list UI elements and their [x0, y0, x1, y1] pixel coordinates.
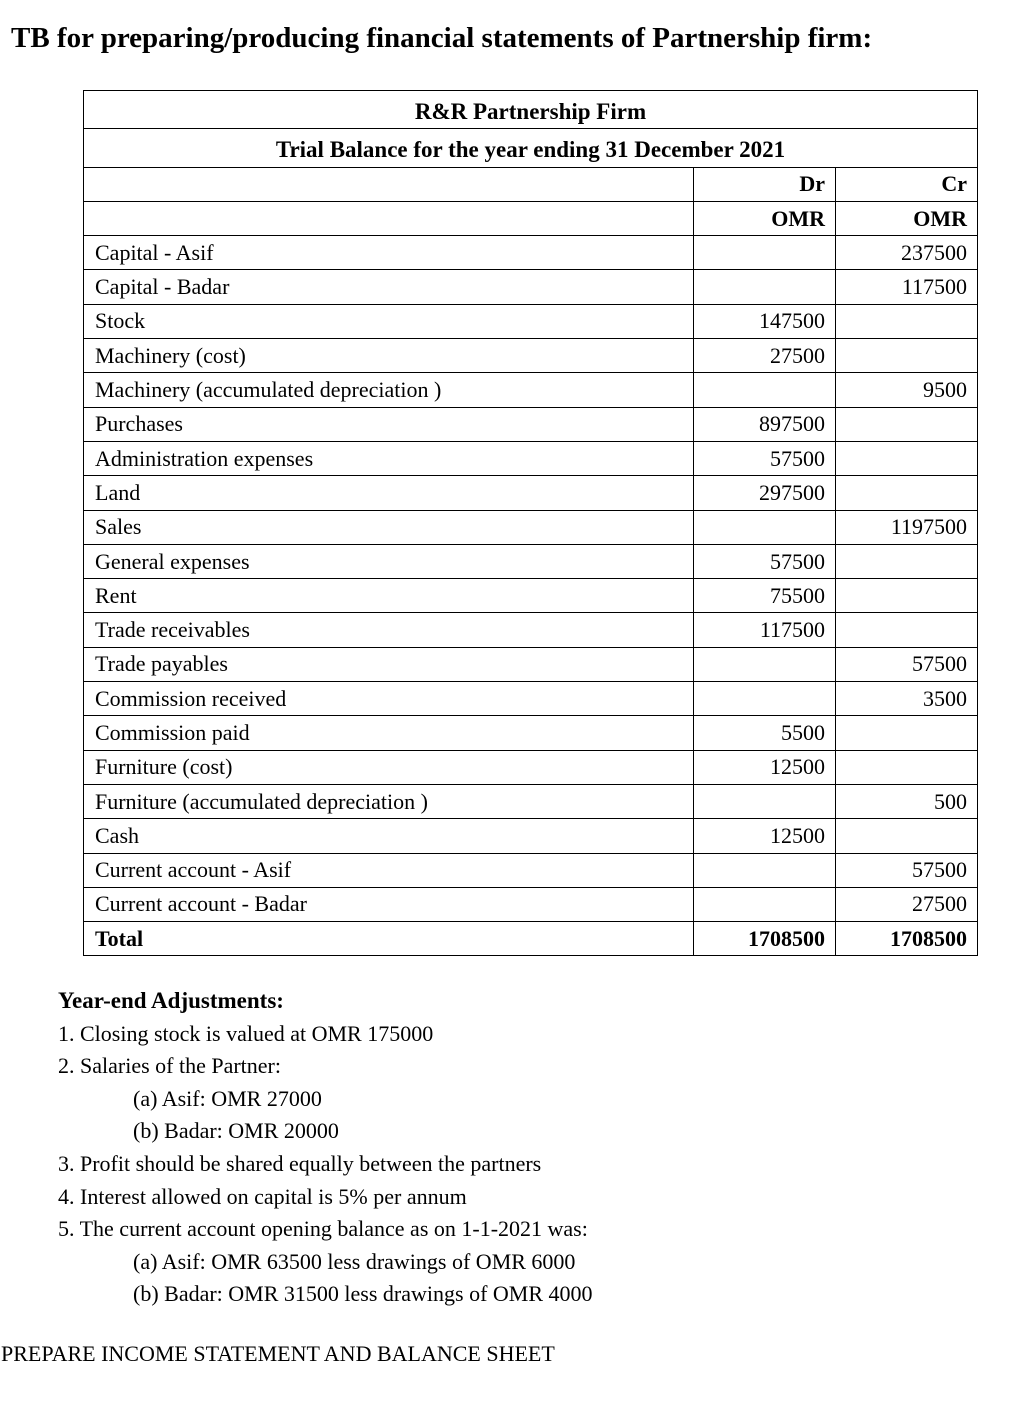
debit-amount [694, 887, 836, 921]
table-row [84, 373, 978, 407]
table-row [84, 236, 978, 270]
adjustment-line: (a) Asif: OMR 63500 less drawings of OMR 6000 [133, 1248, 576, 1274]
adjustment-line: 3. Profit should be shared equally between the partners [58, 1150, 542, 1176]
total-credit: 1708500 [836, 922, 978, 956]
table-row [84, 647, 978, 681]
credit-amount: 3500 [836, 682, 978, 716]
table-row [84, 339, 978, 373]
total-row [84, 922, 978, 956]
currency-header-row [84, 201, 978, 235]
account-name: Land [84, 476, 694, 510]
credit-amount: 237500 [836, 236, 978, 270]
account-name: Trade receivables [84, 613, 694, 647]
adjustments-list [58, 1018, 593, 1311]
credit-amount [836, 407, 978, 441]
credit-amount [836, 441, 978, 475]
debit-amount [694, 682, 836, 716]
table-row [84, 716, 978, 750]
credit-amount [836, 613, 978, 647]
adjustment-line: (b) Badar: OMR 31500 less drawings of OMR 4000 [133, 1281, 593, 1307]
cr-header: Cr [836, 167, 978, 201]
debit-amount: 897500 [694, 407, 836, 441]
table-row [84, 579, 978, 613]
column-header-row [84, 167, 978, 201]
credit-amount [836, 339, 978, 373]
debit-amount: 297500 [694, 476, 836, 510]
table-row [84, 270, 978, 304]
credit-amount [836, 476, 978, 510]
account-name: Furniture (accumulated depreciation ) [84, 784, 694, 818]
trial-balance-subtitle: Trial Balance for the year ending 31 December 2021 [84, 129, 978, 167]
firm-name: R&R Partnership Firm [84, 91, 978, 129]
debit-amount: 75500 [694, 579, 836, 613]
debit-amount [694, 647, 836, 681]
table-row [84, 887, 978, 921]
adjustment-line: 5. The current account opening balance as on 1-1-2021 was: [58, 1216, 588, 1242]
credit-amount [836, 544, 978, 578]
credit-amount: 500 [836, 784, 978, 818]
account-name: Commission paid [84, 716, 694, 750]
debit-amount [694, 373, 836, 407]
credit-amount [836, 750, 978, 784]
trial-balance-table [83, 90, 978, 956]
adjustments-title: Year-end Adjustments: [58, 988, 284, 1013]
dr-currency-header: OMR [694, 201, 836, 235]
account-name: Current account - Badar [84, 887, 694, 921]
account-name: Capital - Badar [84, 270, 694, 304]
debit-amount: 117500 [694, 613, 836, 647]
year-end-adjustments [58, 985, 593, 1311]
debit-amount [694, 853, 836, 887]
credit-amount [836, 579, 978, 613]
debit-amount: 57500 [694, 544, 836, 578]
account-name: Sales [84, 510, 694, 544]
credit-amount [836, 716, 978, 750]
page-heading: TB for preparing/producing financial statements of Partnership firm: [11, 22, 873, 54]
credit-amount [836, 819, 978, 853]
account-name: Furniture (cost) [84, 750, 694, 784]
credit-amount: 57500 [836, 853, 978, 887]
account-name: Purchases [84, 407, 694, 441]
table-row [84, 613, 978, 647]
currency-blank-cell [84, 201, 694, 235]
account-name: Stock [84, 304, 694, 338]
account-name: Rent [84, 579, 694, 613]
table-title-row [84, 91, 978, 129]
credit-amount: 57500 [836, 647, 978, 681]
debit-amount: 147500 [694, 304, 836, 338]
debit-amount: 12500 [694, 819, 836, 853]
header-blank-cell [84, 167, 694, 201]
debit-amount [694, 270, 836, 304]
debit-amount: 57500 [694, 441, 836, 475]
account-name: Administration expenses [84, 441, 694, 475]
table-row [84, 784, 978, 818]
table-row [84, 853, 978, 887]
adjustment-line: (b) Badar: OMR 20000 [133, 1118, 339, 1144]
table-row [84, 304, 978, 338]
table-row [84, 544, 978, 578]
total-label: Total [84, 922, 694, 956]
table-row [84, 407, 978, 441]
table-subtitle-row [84, 129, 978, 167]
debit-amount [694, 510, 836, 544]
account-name: Capital - Asif [84, 236, 694, 270]
dr-header: Dr [694, 167, 836, 201]
debit-amount: 12500 [694, 750, 836, 784]
cr-currency-header: OMR [836, 201, 978, 235]
instruction-text: PREPARE INCOME STATEMENT AND BALANCE SHEET [1, 1341, 555, 1366]
credit-amount: 1197500 [836, 510, 978, 544]
credit-amount: 117500 [836, 270, 978, 304]
table-row [84, 441, 978, 475]
table-row [84, 510, 978, 544]
adjustment-line: 2. Salaries of the Partner: [58, 1053, 281, 1079]
account-name: General expenses [84, 544, 694, 578]
account-name: Current account - Asif [84, 853, 694, 887]
debit-amount [694, 784, 836, 818]
adjustment-line: 4. Interest allowed on capital is 5% per annum [58, 1183, 467, 1209]
table-row [84, 819, 978, 853]
account-name: Cash [84, 819, 694, 853]
adjustment-line: (a) Asif: OMR 27000 [133, 1085, 322, 1111]
account-name: Machinery (accumulated depreciation ) [84, 373, 694, 407]
credit-amount: 27500 [836, 887, 978, 921]
debit-amount: 27500 [694, 339, 836, 373]
debit-amount: 5500 [694, 716, 836, 750]
total-debit: 1708500 [694, 922, 836, 956]
account-name: Commission received [84, 682, 694, 716]
account-name: Machinery (cost) [84, 339, 694, 373]
table-row [84, 476, 978, 510]
debit-amount [694, 236, 836, 270]
table-row [84, 682, 978, 716]
account-name: Trade payables [84, 647, 694, 681]
credit-amount: 9500 [836, 373, 978, 407]
table-row [84, 750, 978, 784]
credit-amount [836, 304, 978, 338]
adjustment-line: 1. Closing stock is valued at OMR 175000 [58, 1020, 434, 1046]
